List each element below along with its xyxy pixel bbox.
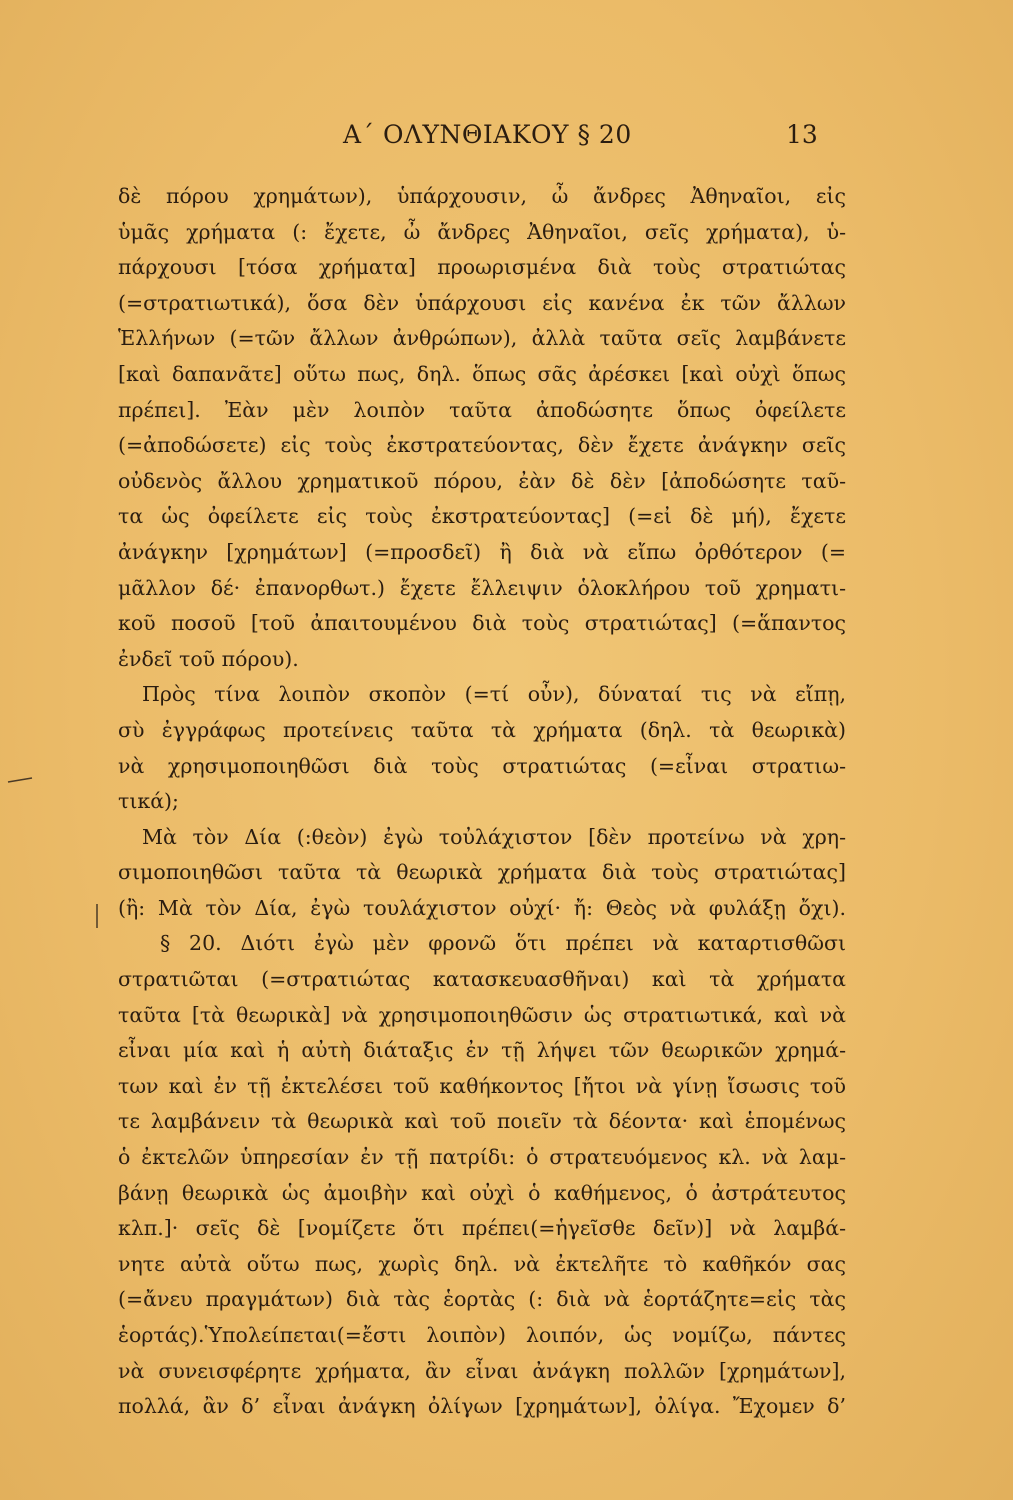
page-number: 13 — [786, 120, 818, 149]
text-line: ταῦτα [τὰ θεωρικὰ] νὰ χρησιμοποιηθῶσιν ὡς στρατιωτικά, καὶ νὰ — [118, 1002, 846, 1027]
text-line: ὁ ἐκτελῶν ὑπηρεσίαν ἐν τῇ πατρίδι: ὁ στρατευόμενος κλ. νὰ λαμ- — [118, 1145, 846, 1170]
text-line: των καὶ ἐν τῇ ἐκτελέσει τοῦ καθήκοντος [ἤτοι νὰ γίνῃ ἴσωσις τοῦ — [118, 1073, 846, 1098]
text-line: κλπ.]· σεῖς δὲ [νομίζετε ὅτι πρέπει(=ἡγεῖσθε δεῖν)] νὰ λαμβά- — [118, 1216, 846, 1241]
text-line: (=ἀποδώσετε) εἰς τοὺς ἐκστρατεύοντας, δὲν ἔχετε ἀνάγκην σεῖς — [118, 433, 846, 458]
text-line: οὐδενὸς ἄλλου χρηματικοῦ πόρου, ἐὰν δὲ δὲν [ἀποδώσητε ταῦ- — [118, 468, 846, 493]
text-line: τε λαμβάνειν τὰ θεωρικὰ καὶ τοῦ ποιεῖν τὰ δέοντα· καὶ ἑπομένως — [118, 1109, 846, 1134]
text-line: μᾶλλον δέ· ἐπανορθωτ.) ἔχετε ἔλλειψιν ὁλοκλήρου τοῦ χρηματι- — [118, 575, 846, 600]
text-line: (=στρατιωτικά), ὅσα δὲν ὑπάρχουσι εἰς κανένα ἐκ τῶν ἄλλων — [118, 290, 846, 315]
text-line: ἑορτάς).Ὑπολείπεται(=ἔστι λοιπὸν) λοιπόν, ὡς νομίζω, πάντες — [118, 1323, 846, 1347]
text-line: πολλά, ἂν δ’ εἶναι ἀνάγκη ὀλίγων [χρημάτων], ὀλίγα. Ἔχομεν δ’ — [118, 1394, 846, 1419]
text-line: (ἢ: Μὰ τὸν Δία, ἐγὼ τουλάχιστον οὐχί· ἤ: Θεὸς νὰ φυλάξῃ ὄχι). — [118, 895, 846, 920]
text-line: νὰ συνεισφέρητε χρήματα, ἂν εἶναι ἀνάγκη πολλῶν [χρημάτων], — [118, 1358, 846, 1383]
text-line: [καὶ δαπανᾶτε] οὕτω πως, δηλ. ὅπως σᾶς ἀρέσκει [καὶ οὐχὶ ὅπως — [118, 361, 846, 386]
text-line: βάνῃ θεωρικὰ ὡς ἀμοιβὴν καὶ οὐχὶ ὁ καθήμενος, ὁ ἀστράτευτος — [118, 1180, 846, 1205]
body-text — [118, 179, 846, 1460]
text-line: τικά); — [118, 789, 179, 814]
text-line: Ἑλλήνων (=τῶν ἄλλων ἀνθρώπων), ἀλλὰ ταῦτα σεῖς λαμβάνετε — [118, 326, 846, 351]
running-header — [0, 118, 1013, 158]
text-line: πάρχουσι [τόσα χρήματα] προωρισμένα διὰ τοὺς στρατιώτας — [118, 255, 846, 280]
text-line: σιμοποιηθῶσι ταῦτα τὰ θεωρικὰ χρήματα διὰ τοὺς στρατιώτας] — [118, 860, 846, 885]
text-line: κοῦ ποσοῦ [τοῦ ἀπαιτουμένου διὰ τοὺς στρατιώτας] (=ἅπαντος — [118, 611, 846, 636]
text-line: (=ἄνευ πραγμάτων) διὰ τὰς ἑορτὰς (: διὰ νὰ ἑορτάζητε=εἰς τὰς — [118, 1287, 846, 1312]
text-line: πρέπει]. Ἐὰν μὲν λοιπὸν ταῦτα ἀποδώσητε ὅπως ὀφείλετε — [118, 397, 846, 422]
text-line: νὰ χρησιμοποιηθῶσι διὰ τοὺς στρατιώτας (=εἶναι στρατιω- — [118, 753, 846, 778]
text-line: δὲ πόρου χρημάτων), ὑπάρχουσιν, ὦ ἄνδρες Ἀθηναῖοι, εἰς — [118, 184, 846, 208]
text-line: ἐνδεῖ τοῦ πόρου). — [118, 646, 299, 671]
text-line: σὺ ἐγγράφως προτείνεις ταῦτα τὰ χρήματα (δηλ. τὰ θεωρικὰ) — [118, 717, 846, 742]
text-line: § 20. Διότι ἐγὼ μὲν φρονῶ ὅτι πρέπει νὰ καταρτισθῶσι — [160, 931, 846, 956]
text-line: εἶναι μία καὶ ἡ αὐτὴ διάταξις ἐν τῇ λήψει τῶν θεωρικῶν χρημά- — [118, 1038, 846, 1063]
text-line — [118, 1425, 846, 1461]
header-title: Α΄ ΟΛΥΝΘΙΑΚΟΥ § 20 — [343, 120, 632, 149]
text-line: νητε αὐτὰ οὕτω πως, χωρὶς δηλ. νὰ ἐκτελῆτε τὸ καθῆκόν σας — [118, 1251, 846, 1276]
text-line: ἀνάγκην [χρημάτων] (=προσδεῖ) ἢ διὰ νὰ εἴπω ὀρθότερον (= — [118, 539, 846, 564]
text-line: ὑμᾶς χρήματα (: ἔχετε, ὦ ἄνδρες Ἀθηναῖοι, σεῖς χρήματα), ὑ- — [118, 219, 846, 244]
text-line: στρατιῶται (=στρατιώτας κατασκευασθῆναι) καὶ τὰ χρήματα — [118, 967, 846, 992]
text-line: Μὰ τὸν Δία (:θεὸν) ἐγὼ τοὐλάχιστον [δὲν προτείνω νὰ χρη- — [142, 824, 846, 849]
text-line: τα ὡς ὀφείλετε εἰς τοὺς ἐκστρατεύοντας] (=εἰ δὲ μή), ἔχετε — [118, 504, 846, 529]
margin-tick-mark — [6, 770, 36, 790]
text-line: Πρὸς τίνα λοιπὸν σκοπὸν (=τί οὖν), δύναταί τις νὰ εἴπῃ, — [142, 682, 846, 707]
margin-bar-mark — [92, 902, 102, 930]
